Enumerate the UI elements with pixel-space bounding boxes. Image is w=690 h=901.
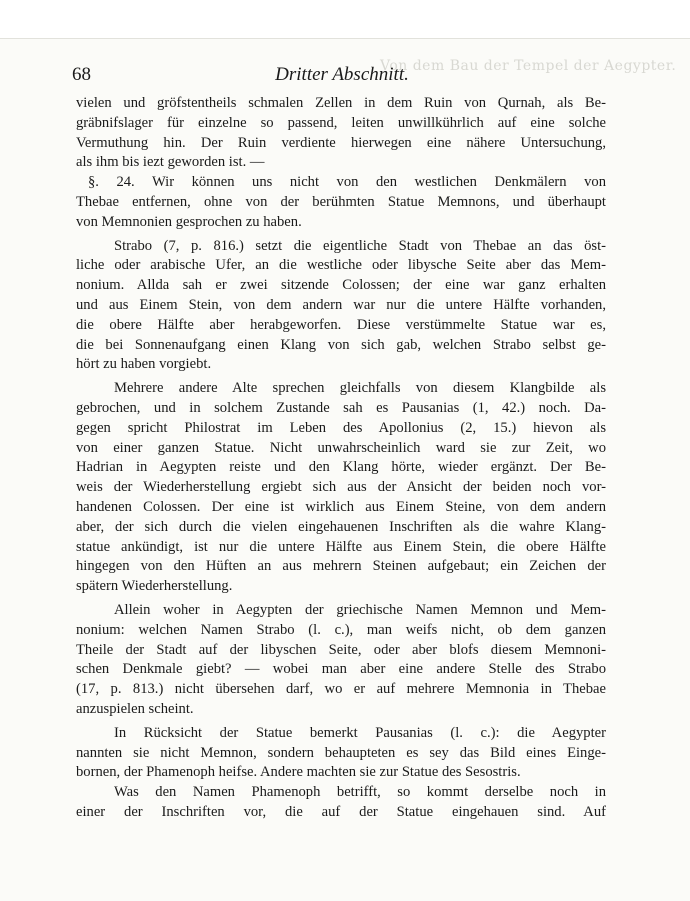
text-line: Was den Namen Phamenoph betrifft, so kommt derselbe noch in (114, 784, 606, 801)
text-line: nonium: welchen Namen Strabo (l. c.), man weifs nicht, ob dem ganzen (76, 621, 606, 638)
text-line: Thebae entfernen, ohne von der berühmten Statue Memnons, und überhaupt (76, 193, 606, 210)
text-line: gräbnifslager für einzelne so passend, leiten unwillkührlich auf eine solche (76, 114, 606, 131)
running-title: Dritter Abschnitt. (275, 64, 409, 85)
text-line: Vermuthung hin. Der Ruin verdiente hierwegen eine nähere Untersuchung, (76, 134, 606, 151)
text-line: aber, der sich durch die vielen eingehauenen Inschriften als die wahre Klang- (76, 518, 606, 535)
text-line: In Rücksicht der Statue bemerkt Pausanias (l. c.): die Aegypter (114, 724, 606, 741)
text-line: handenen Colossen. Der eine ist wirklich aus Einem Steine, von dem andern (76, 498, 606, 515)
text-line: Theile der Stadt auf der libyschen Seite, oder aber blofs diesem Memnoni- (76, 641, 606, 658)
text-line: (17, p. 813.) nicht übersehen darf, wo er auf mehrere Memnonia in Thebae (76, 681, 606, 698)
text-line: Allein woher in Aegypten der griechische Namen Memnon und Mem- (114, 601, 606, 618)
text-line: Strabo (7, p. 816.) setzt die eigentliche Stadt von Thebae an das öst- (114, 237, 606, 254)
text-line: von Memnonien gesprochen zu haben. (76, 213, 302, 230)
page-header (72, 64, 612, 92)
text-line: gebrochen, und in solchem Zustande sah es Pausanias (1, 42.) noch. Da- (76, 399, 606, 416)
text-line: nonium. Allda sah er zwei sitzende Colossen; der eine war ganz erhalten (76, 277, 606, 294)
text-line: die obere Hälfte aber herabgeworfen. Diese verstümmelte Statue war es, (76, 316, 606, 333)
text-line: hingegen von den Hüften an aus mehrern Steinen aufgebaut; ein Zeichen der (76, 558, 606, 575)
text-line: vielen und gröfstentheils schmalen Zellen in dem Ruin von Qurnah, als Be- (76, 95, 606, 111)
text-line: einer der Inschriften vor, die auf der Statue eingehauen sind. Auf (76, 803, 606, 820)
bleed-through-text: Von dem Bau der Tempel der Aegypter. (380, 58, 677, 74)
text-line: schen Denkmale giebt? — wobei man aber eine andere Stelle des Strabo (76, 661, 606, 678)
text-line: die bei Sonnenaufgang einen Klang von sich gab, welchen Strabo selbst ge- (76, 336, 606, 353)
text-line: gegen spricht Philostrat im Leben des Apollonius (2, 15.) hievon als (76, 419, 606, 436)
text-line: von einer ganzen Statue. Nicht unwahrscheinlich ward sie zur Zeit, wo (76, 439, 606, 456)
text-line: liche oder arabische Ufer, an die westliche oder libysche Seite aber das Mem- (76, 257, 606, 274)
text-line: anzuspielen scheint. (76, 700, 194, 717)
text-line: als ihm bis iezt geworden ist. — (76, 154, 265, 171)
text-line: Hadrian in Aegypten reiste und den Klang hörte, wieder ergänzt. Der Be- (76, 459, 606, 476)
section-heading-line: §. 24. Wir können uns nicht von den westlichen Denkmälern von (88, 174, 606, 191)
page-number: 68 (72, 64, 91, 85)
text-line: hört zu haben vorgiebt. (76, 356, 212, 373)
text-line: spätern Wiederherstellung. (76, 578, 233, 595)
body-text (76, 94, 606, 823)
text-line: und aus Einem Stein, von dem andern war nur die untere Hälfte vorhanden, (76, 296, 606, 313)
text-line: statue ankündigt, ist nur die untere Hälfte aus Einem Stein, die obere Hälfte (76, 538, 606, 555)
text-line: nannten sie nicht Memnon, sondern behaupteten es sey das Bild eines Einge- (76, 744, 606, 761)
text-line: Mehrere andere Alte sprechen gleichfalls von diesem Klangbilde als (114, 380, 606, 397)
text-line: weis der Wiederherstellung ergiebt sich aus der Ansicht der beiden noch vor- (76, 479, 606, 496)
text-line: bornen, der Phamenoph heifse. Andere machten sie zur Statue des Sesostris. (76, 764, 521, 781)
